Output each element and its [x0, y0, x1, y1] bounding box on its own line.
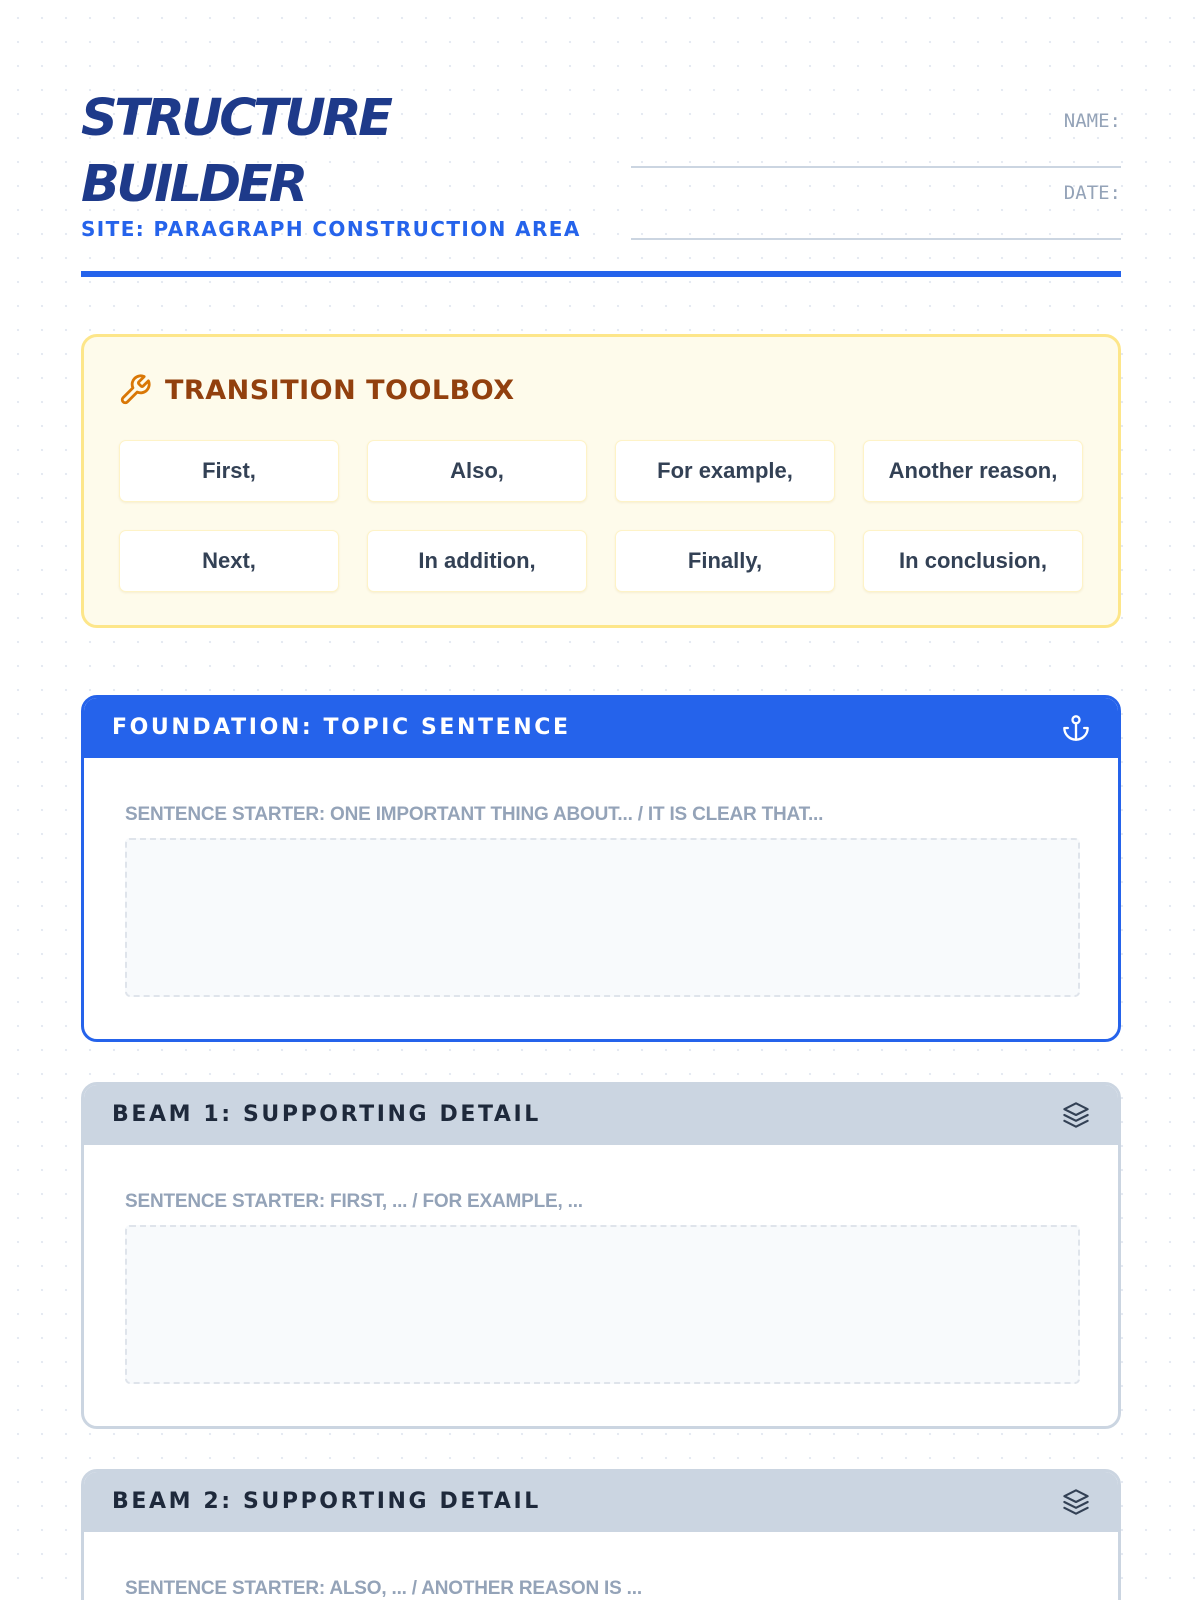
- section-header: [84, 1085, 1118, 1145]
- topic-sentence-answer-box[interactable]: [125, 838, 1080, 997]
- header: [81, 80, 1121, 280]
- page-title: STRUCTURE BUILDER: [81, 89, 390, 214]
- header-divider: [81, 271, 1121, 277]
- wrench-icon: [118, 373, 152, 407]
- section-title: BEAM 1: SUPPORTING DETAIL: [112, 1102, 541, 1127]
- sentence-starter: SENTENCE STARTER: ONE IMPORTANT THING ABOUT... / IT IS CLEAR THAT...: [125, 804, 824, 825]
- anchor-icon: [1062, 714, 1090, 742]
- section-header: [84, 698, 1118, 758]
- section-title: BEAM 2: SUPPORTING DETAIL: [112, 1489, 541, 1514]
- transition-chip[interactable]: In conclusion,: [863, 530, 1083, 592]
- transition-chip[interactable]: In addition,: [367, 530, 587, 592]
- sentence-starter: SENTENCE STARTER: ALSO, ... / ANOTHER REASON IS ...: [125, 1578, 642, 1599]
- transition-chip[interactable]: Next,: [119, 530, 339, 592]
- toolbox-title: TRANSITION TOOLBOX: [165, 374, 515, 406]
- date-field[interactable]: [631, 168, 1121, 240]
- toolbox-header: [118, 373, 515, 407]
- beam-2-section: [81, 1469, 1121, 1600]
- layers-icon: [1062, 1488, 1090, 1516]
- page-subtitle: SITE: PARAGRAPH CONSTRUCTION AREA: [81, 217, 581, 241]
- name-field[interactable]: [631, 96, 1121, 168]
- transition-chip[interactable]: Finally,: [615, 530, 835, 592]
- transition-chip-grid: [119, 440, 1087, 592]
- sentence-starter: SENTENCE STARTER: FIRST, ... / FOR EXAMPLE, ...: [125, 1191, 583, 1212]
- transition-chip[interactable]: For example,: [615, 440, 835, 502]
- transition-toolbox: [81, 334, 1121, 628]
- foundation-section: [81, 695, 1121, 1042]
- section-title: FOUNDATION: TOPIC SENTENCE: [112, 715, 571, 740]
- transition-chip[interactable]: First,: [119, 440, 339, 502]
- layers-icon: [1062, 1101, 1090, 1129]
- beam-1-section: [81, 1082, 1121, 1429]
- transition-chip[interactable]: Also,: [367, 440, 587, 502]
- transition-chip[interactable]: Another reason,: [863, 440, 1083, 502]
- name-label: NAME:: [1063, 110, 1121, 132]
- section-header: [84, 1472, 1118, 1532]
- date-label: DATE:: [1063, 182, 1121, 204]
- beam-1-answer-box[interactable]: [125, 1225, 1080, 1384]
